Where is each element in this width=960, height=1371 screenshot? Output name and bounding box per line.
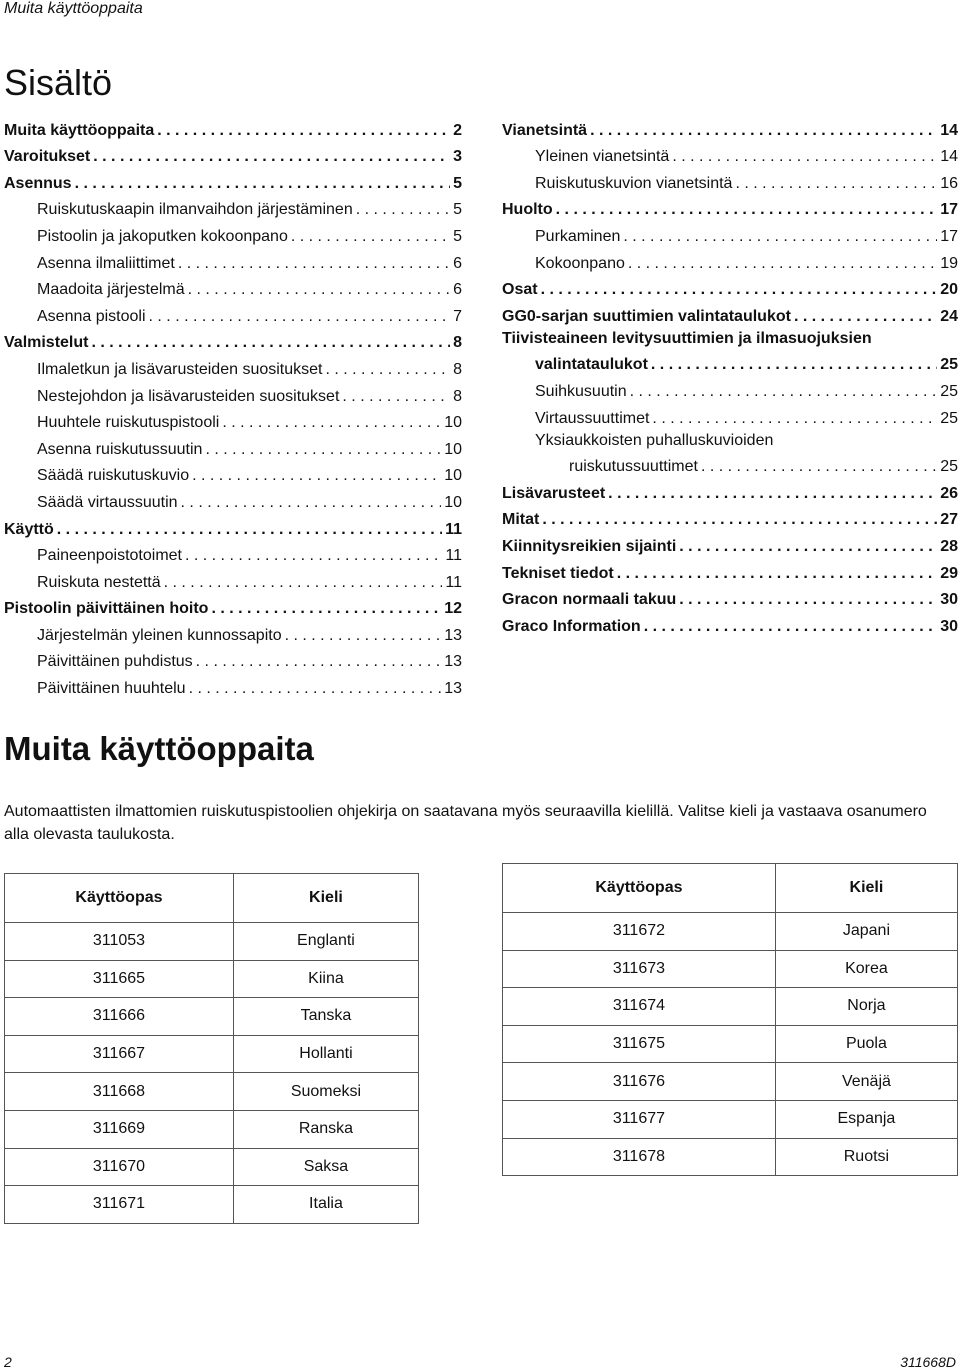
toc-title: Sisältö <box>4 62 113 103</box>
toc-entry-page: 25 <box>940 458 958 476</box>
toc-dot-leader <box>644 617 938 636</box>
toc-entry[interactable] <box>502 374 958 401</box>
toc-entry-page: 17 <box>940 201 958 219</box>
language-cell: Italia <box>233 1186 418 1224</box>
manual-number-cell: 311673 <box>503 950 776 988</box>
toc-dot-leader <box>794 307 937 326</box>
toc-dot-leader <box>651 355 937 374</box>
toc-dot-leader <box>672 147 937 166</box>
toc-entry-page: 6 <box>453 281 462 299</box>
language-cell: Tanska <box>233 998 418 1036</box>
toc-entry[interactable] <box>4 299 462 326</box>
toc-dot-leader <box>185 546 442 565</box>
toc-entry-label: Asennus <box>4 174 72 192</box>
toc-entry-label: Osat <box>502 281 538 299</box>
toc-dot-leader <box>608 484 937 503</box>
table-row <box>5 923 419 961</box>
toc-entry-label: Säädä ruiskutuskuvio <box>37 467 190 485</box>
section-title: Muita käyttöoppaita <box>4 730 314 767</box>
toc-entry-page: 8 <box>453 360 462 378</box>
toc-entry-label: Huolto <box>502 201 553 219</box>
toc-entry-label: Pistoolin päivittäinen hoito <box>4 600 209 618</box>
manual-number-cell: 311678 <box>503 1138 776 1176</box>
toc-dot-leader <box>628 254 937 273</box>
toc-entry-page: 3 <box>453 148 462 166</box>
toc-entry[interactable] <box>502 529 958 556</box>
toc-entry[interactable] <box>502 219 958 246</box>
table-row <box>5 1186 419 1224</box>
toc-entry[interactable] <box>502 428 958 450</box>
table-row <box>503 1063 958 1101</box>
table-row <box>5 1073 419 1111</box>
toc-entry-page: 17 <box>940 227 958 245</box>
toc-dot-leader <box>325 360 450 379</box>
toc-entry[interactable] <box>4 246 462 273</box>
toc-right-column <box>502 113 958 636</box>
toc-dot-leader <box>188 280 450 299</box>
table-row <box>503 988 958 1026</box>
toc-entry-page: 5 <box>453 201 462 219</box>
table-row <box>5 1110 419 1148</box>
toc-entry-page: 26 <box>940 484 958 502</box>
document-number: 311668D <box>900 1354 956 1370</box>
toc-entry[interactable] <box>502 401 958 428</box>
language-cell: Ruotsi <box>775 1138 957 1176</box>
manual-number-cell: 311677 <box>503 1100 776 1138</box>
table-row <box>503 1138 958 1176</box>
toc-entry-page: 20 <box>940 281 958 299</box>
toc-entry-label: GG0-sarjan suuttimien valintataulukot <box>502 307 791 325</box>
toc-dot-leader <box>149 307 451 326</box>
toc-entry-page: 27 <box>940 511 958 529</box>
toc-entry-label: Vianetsintä <box>502 121 588 139</box>
toc-dot-leader <box>164 573 443 592</box>
table-row <box>503 913 958 951</box>
toc-dot-leader <box>542 510 937 529</box>
toc-dot-leader <box>205 440 441 459</box>
toc-entry[interactable] <box>502 246 958 273</box>
manual-number-cell: 311676 <box>503 1063 776 1101</box>
language-cell: Suomeksi <box>233 1073 418 1111</box>
toc-entry[interactable] <box>502 583 958 610</box>
toc-entry-page: 5 <box>453 227 462 245</box>
toc-entry[interactable] <box>4 379 462 406</box>
toc-dot-leader <box>75 174 451 193</box>
toc-entry-label: Asenna pistooli <box>37 307 146 325</box>
toc-entry-page: 7 <box>453 307 462 325</box>
toc-entry-label: Nestejohdon ja lisävarusteiden suositukset <box>37 387 340 405</box>
table-row <box>503 950 958 988</box>
table-row <box>5 1148 419 1186</box>
toc-dot-leader <box>196 652 442 671</box>
toc-entry-page: 24 <box>940 307 958 325</box>
toc-entry-label: Muita käyttöoppaita <box>4 121 155 139</box>
toc-entry-label: Pistoolin ja jakoputken kokoonpano <box>37 227 288 245</box>
language-cell: Venäjä <box>775 1063 957 1101</box>
toc-dot-leader <box>630 382 938 401</box>
toc-entry-page: 6 <box>453 254 462 272</box>
toc-entry-page: 28 <box>940 537 958 555</box>
toc-entry[interactable] <box>4 485 462 512</box>
toc-entry-label: Säädä virtaussuutin <box>37 493 178 511</box>
toc-dot-leader <box>222 413 441 432</box>
toc-entry-label: Graco Information <box>502 617 641 635</box>
toc-entry-label: Purkaminen <box>535 227 621 245</box>
language-cell: Ranska <box>233 1110 418 1148</box>
language-cell: Norja <box>775 988 957 1026</box>
toc-entry-label: ruiskutussuuttimet <box>569 458 698 476</box>
toc-entry-label: Päivittäinen huuhtelu <box>37 680 186 698</box>
column-header-language: Kieli <box>775 864 957 913</box>
intro-paragraph: Automaattisten ilmattomien ruiskutuspistoolien ohjekirja on saatavana myös seuraavilla kielillä. Valitse kieli ja vastaava osanumero alla olevasta taulukosta. <box>4 803 927 843</box>
toc-entry-label: Ilmaletkun ja lisävarusteiden suositukset <box>37 360 323 378</box>
toc-entry-page: 12 <box>444 600 462 618</box>
toc-entry-page: 8 <box>453 387 462 405</box>
toc-entry-page: 25 <box>940 409 958 427</box>
column-header-language: Kieli <box>233 874 418 923</box>
toc-entry[interactable] <box>502 556 958 583</box>
toc-dot-leader <box>192 466 441 485</box>
toc-entry[interactable] <box>502 113 958 140</box>
manual-number-cell: 311674 <box>503 988 776 1026</box>
table-row <box>5 960 419 998</box>
toc-dot-leader <box>285 626 442 645</box>
toc-entry[interactable] <box>4 512 462 539</box>
toc-entry[interactable] <box>502 503 958 530</box>
table-row <box>503 1025 958 1063</box>
column-header-manual: Käyttöopas <box>503 864 776 913</box>
toc-entry[interactable] <box>4 406 462 433</box>
toc-entry-page: 29 <box>940 564 958 582</box>
toc-entry[interactable] <box>4 193 462 220</box>
language-cell: Englanti <box>233 923 418 961</box>
toc-dot-leader <box>679 537 937 556</box>
toc-dot-leader <box>211 599 441 618</box>
manual-number-cell: 311669 <box>5 1110 234 1148</box>
toc-dot-leader <box>178 254 450 273</box>
toc-dot-leader <box>356 200 450 219</box>
toc-entry-label: Kiinnitysreikien sijainti <box>502 537 677 555</box>
manual-number-cell: 311670 <box>5 1148 234 1186</box>
toc-entry-label: Käyttö <box>4 520 54 538</box>
toc-entry[interactable] <box>4 539 462 566</box>
toc-entry-label: Järjestelmän yleinen kunnossapito <box>37 626 282 644</box>
manual-number-cell: 311665 <box>5 960 234 998</box>
language-cell: Korea <box>775 950 957 988</box>
toc-entry-page: 10 <box>444 414 462 432</box>
toc-entry[interactable] <box>4 219 462 246</box>
toc-dot-leader <box>735 174 937 193</box>
toc-entry-label: Asenna ilmaliittimet <box>37 254 175 272</box>
toc-entry-page: 25 <box>940 356 958 374</box>
toc-dot-leader <box>701 457 937 476</box>
running-header: Muita käyttöoppaita <box>4 0 143 17</box>
toc-entry-label: Yleinen vianetsintä <box>535 148 670 166</box>
manual-language-table-right <box>502 863 958 1176</box>
toc-entry-page: 11 <box>445 573 462 591</box>
manual-number-cell: 311672 <box>503 913 776 951</box>
toc-entry[interactable] <box>4 352 462 379</box>
toc-entry-label: Maadoita järjestelmä <box>37 281 185 299</box>
toc-entry[interactable] <box>4 645 462 672</box>
toc-entry[interactable] <box>502 193 958 220</box>
toc-entry-page: 2 <box>453 121 462 139</box>
toc-entry[interactable] <box>502 476 958 503</box>
toc-entry[interactable] <box>4 671 462 698</box>
toc-dot-leader <box>679 590 937 609</box>
toc-entry-label: Valmistelut <box>4 334 89 352</box>
toc-left-column <box>4 113 462 698</box>
toc-entry[interactable] <box>4 326 462 353</box>
toc-entry[interactable] <box>4 166 462 193</box>
toc-entry-page: 10 <box>444 440 462 458</box>
manual-number-cell: 311671 <box>5 1186 234 1224</box>
toc-dot-leader <box>556 200 938 219</box>
toc-entry[interactable] <box>4 113 462 140</box>
toc-dot-leader <box>590 121 937 140</box>
toc-dot-leader <box>617 564 937 583</box>
toc-entry-label: Suihkusuutin <box>535 382 627 400</box>
toc-entry-page: 13 <box>444 653 462 671</box>
toc-entry[interactable] <box>502 299 958 326</box>
toc-entry-label: Virtaussuuttimet <box>535 409 650 427</box>
toc-entry[interactable] <box>502 273 958 300</box>
toc-entry-label: Gracon normaali takuu <box>502 591 677 609</box>
language-cell: Puola <box>775 1025 957 1063</box>
toc-entry-page: 11 <box>445 520 462 538</box>
toc-entry-label: Tiivisteaineen levitysuuttimien ja ilmasuojuksien <box>502 329 872 347</box>
toc-entry-page: 19 <box>940 254 958 272</box>
language-cell: Japani <box>775 913 957 951</box>
toc-entry[interactable] <box>502 450 958 477</box>
toc-dot-leader <box>541 280 938 299</box>
toc-entry-page: 8 <box>453 334 462 352</box>
toc-entry-label: Ruiskutuskuvion vianetsintä <box>535 174 733 192</box>
toc-entry-label: Päivittäinen puhdistus <box>37 653 193 671</box>
toc-entry-page: 14 <box>940 121 958 139</box>
toc-entry[interactable] <box>4 432 462 459</box>
table-row <box>503 1100 958 1138</box>
toc-entry-page: 16 <box>940 174 958 192</box>
toc-entry[interactable] <box>4 273 462 300</box>
toc-entry-page: 5 <box>453 174 462 192</box>
toc-entry-page: 10 <box>444 493 462 511</box>
manual-number-cell: 311675 <box>503 1025 776 1063</box>
toc-dot-leader <box>652 409 937 428</box>
toc-entry-label: Lisävarusteet <box>502 484 606 502</box>
toc-dot-leader <box>93 147 450 166</box>
toc-entry[interactable] <box>502 348 958 375</box>
toc-entry-page: 30 <box>940 617 958 635</box>
toc-entry[interactable] <box>4 565 462 592</box>
toc-entry[interactable] <box>4 140 462 167</box>
toc-entry-label: Asenna ruiskutussuutin <box>37 440 203 458</box>
manual-number-cell: 311667 <box>5 1035 234 1073</box>
language-cell: Kiina <box>233 960 418 998</box>
manual-number-cell: 311053 <box>5 923 234 961</box>
toc-entry[interactable] <box>4 459 462 486</box>
manual-number-cell: 311666 <box>5 998 234 1036</box>
toc-dot-leader <box>157 121 450 140</box>
table-row <box>5 1035 419 1073</box>
toc-entry-label: Ruiskutuskaapin ilmanvaihdon järjestäminen <box>37 201 353 219</box>
toc-dot-leader <box>181 493 442 512</box>
page-number: 2 <box>4 1354 12 1370</box>
table-row <box>5 998 419 1036</box>
toc-dot-leader <box>623 227 937 246</box>
toc-entry-page: 30 <box>940 591 958 609</box>
toc-dot-leader <box>291 227 450 246</box>
toc-entry-label: Kokoonpano <box>535 254 625 272</box>
manual-number-cell: 311668 <box>5 1073 234 1111</box>
toc-dot-leader <box>189 679 442 698</box>
toc-entry-label: Yksiaukkoisten puhalluskuvioiden <box>535 431 774 449</box>
toc-entry[interactable] <box>502 140 958 167</box>
toc-entry[interactable] <box>502 166 958 193</box>
language-cell: Espanja <box>775 1100 957 1138</box>
toc-entry[interactable] <box>502 326 958 348</box>
toc-dot-leader <box>57 520 442 539</box>
toc-entry[interactable] <box>502 609 958 636</box>
toc-entry-page: 25 <box>940 382 958 400</box>
toc-entry-page: 11 <box>445 547 462 565</box>
toc-entry-label: Ruiskuta nestettä <box>37 573 161 591</box>
toc-entry-label: Varoitukset <box>4 148 91 166</box>
toc-entry-page: 13 <box>444 680 462 698</box>
toc-entry-label: Mitat <box>502 511 540 529</box>
manual-language-table-left <box>4 873 419 1224</box>
toc-entry-label: Huuhtele ruiskutuspistooli <box>37 414 220 432</box>
language-cell: Hollanti <box>233 1035 418 1073</box>
toc-entry-page: 14 <box>940 148 958 166</box>
toc-entry-label: Tekniset tiedot <box>502 564 614 582</box>
toc-dot-leader <box>342 387 450 406</box>
toc-entry-label: Paineenpoistotoimet <box>37 547 182 565</box>
toc-entry[interactable] <box>4 618 462 645</box>
toc-entry[interactable] <box>4 592 462 619</box>
toc-entry-page: 10 <box>444 467 462 485</box>
toc-entry-label: valintataulukot <box>535 356 648 374</box>
column-header-manual: Käyttöopas <box>5 874 234 923</box>
language-cell: Saksa <box>233 1148 418 1186</box>
toc-entry-page: 13 <box>444 626 462 644</box>
toc-dot-leader <box>91 333 450 352</box>
